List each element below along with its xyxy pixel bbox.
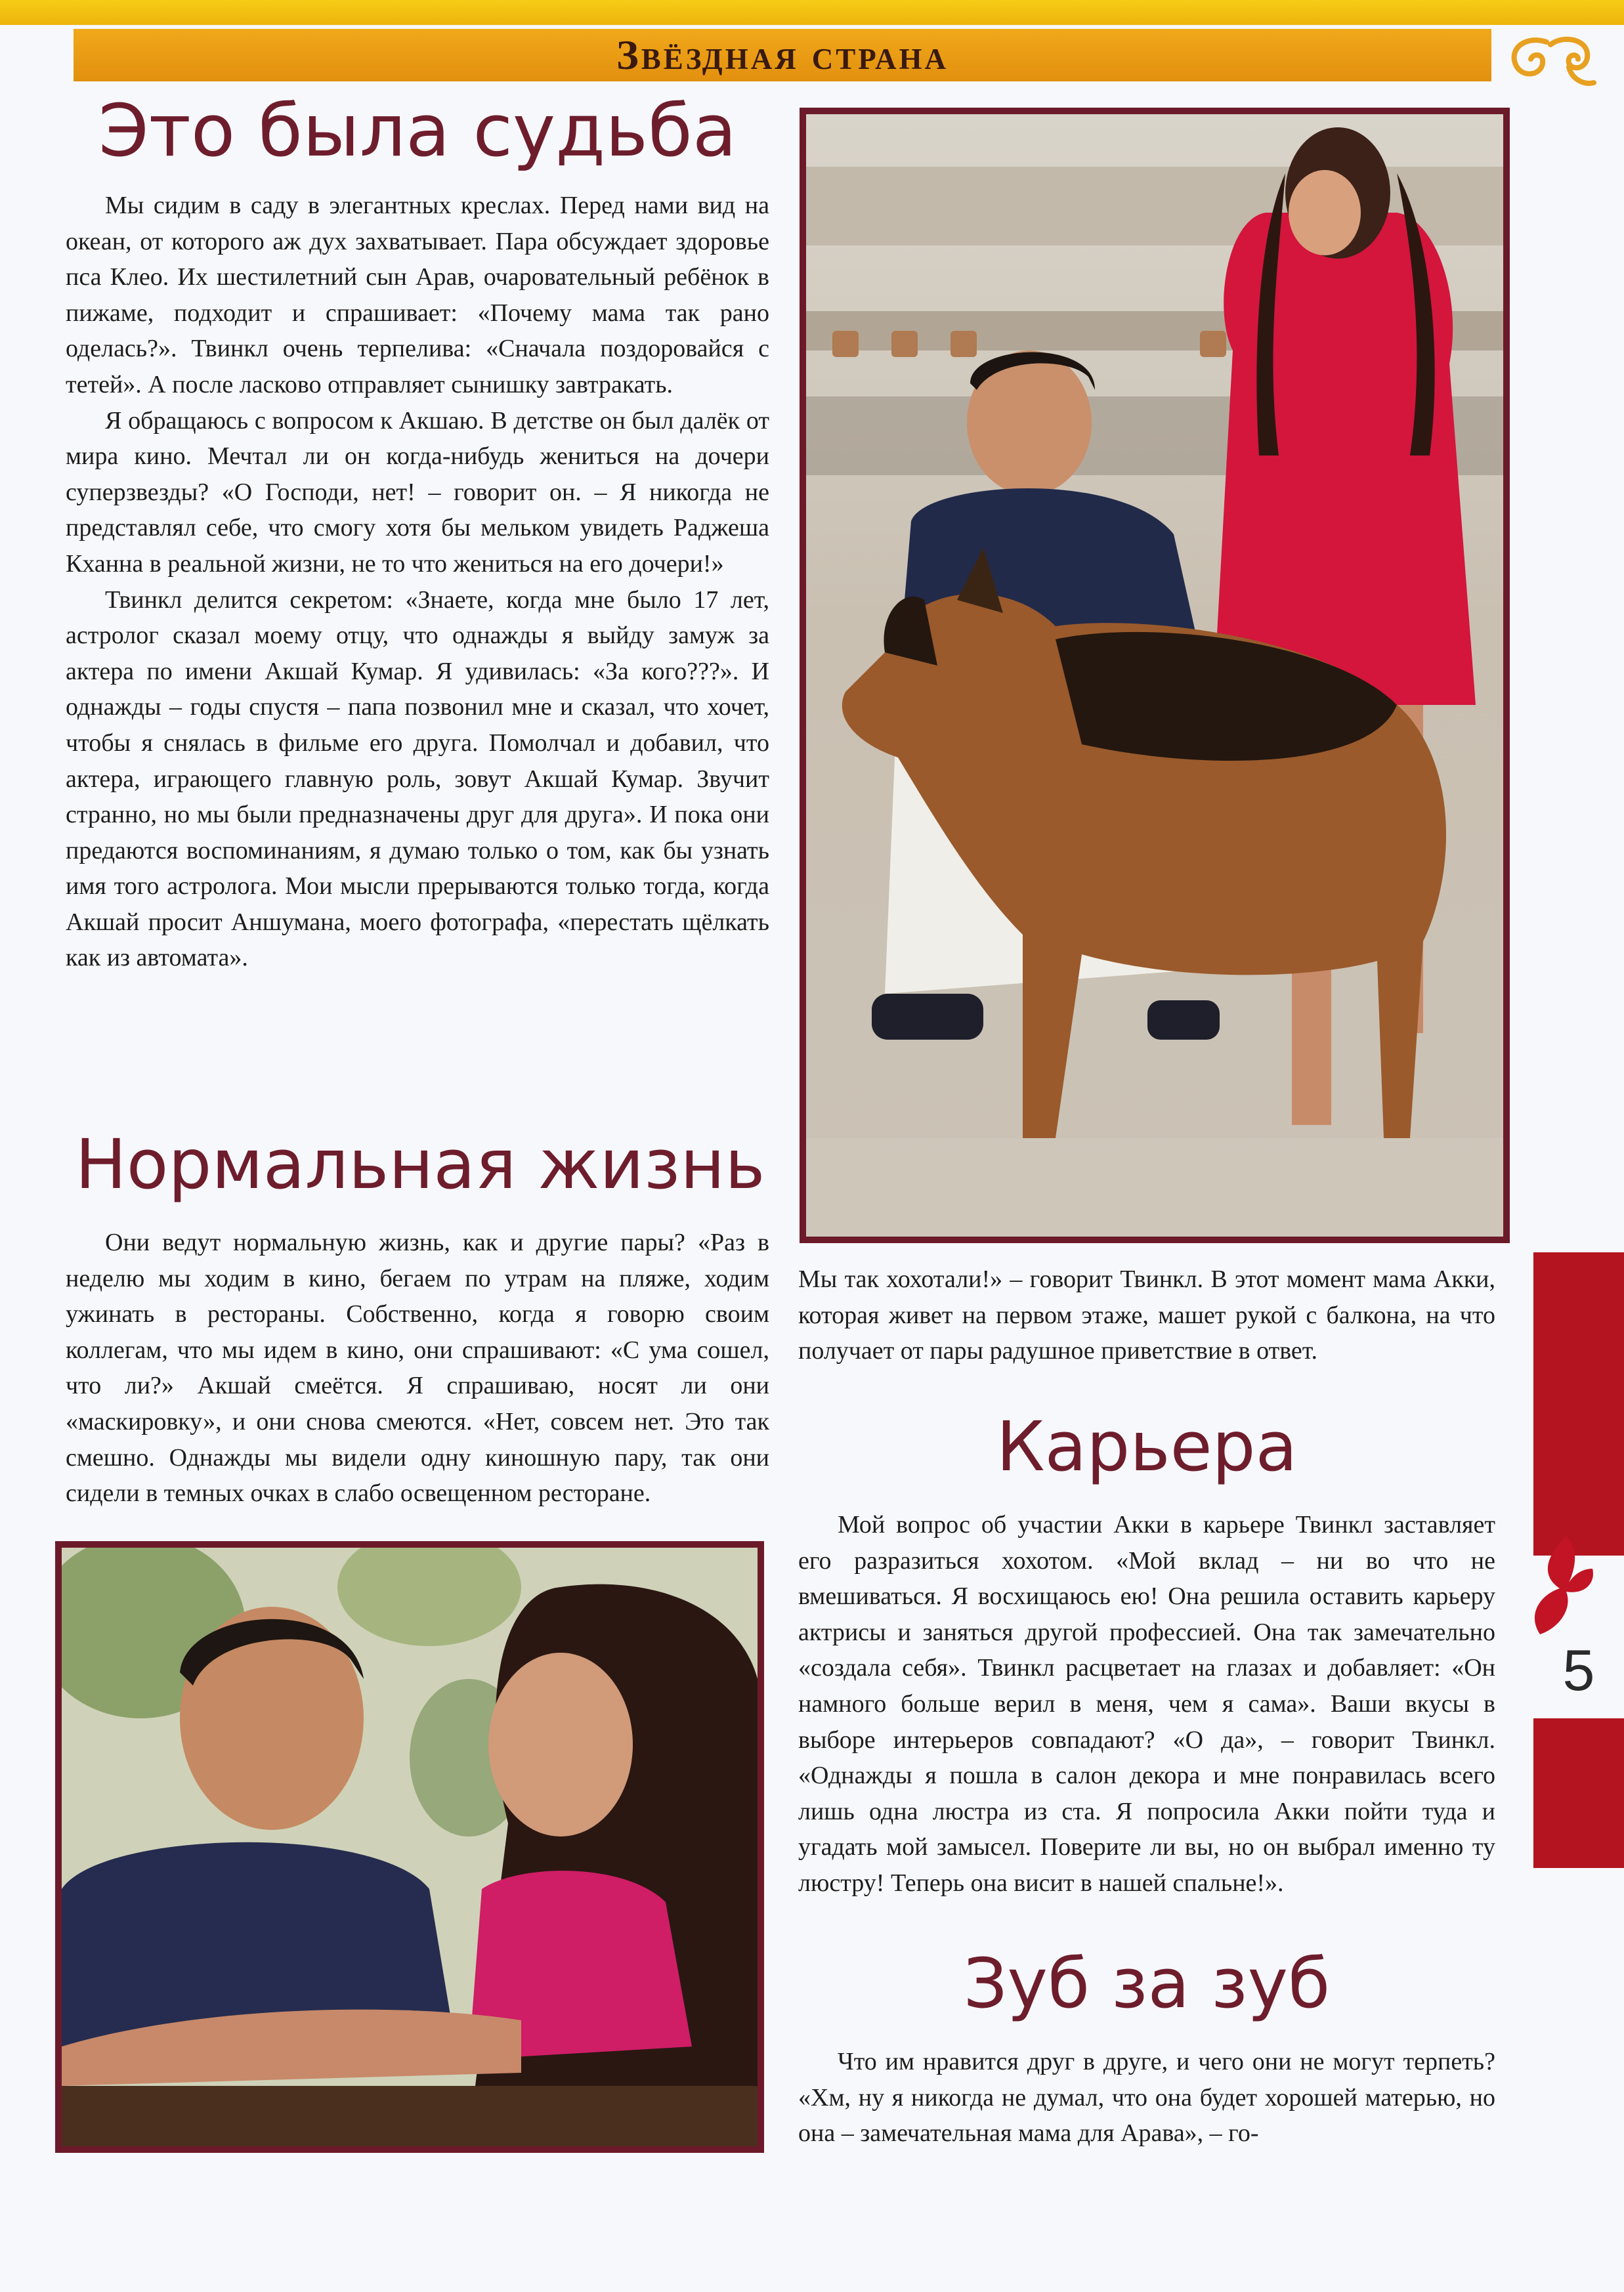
magazine-logo-icon <box>1501 30 1599 91</box>
paragraph: Твинкл делится секретом: «Знаете, когда мне было 17 лет, астролог сказал моему отцу, что однажды я выйду замуж за актера по имени Акшай Кумар. Я удивилась: «За кого???». И однажды – годы спустя – папа позвонил мне и сказал, что хочет, чтобы я снялась в фильме его друга. Помолчал и добавил, что актера, играющего главную роль, зовут Акшай Кумар. Звучит странно, но мы были предназначены друг для друга». И пока они предаются воспоминаниям, я думаю только о том, как бы узнать имя того астролога. Мои мысли прерываются только тогда, когда Акшай просит Аншумана, моего фотографа, «перестать щёлкать как из автомата». <box>66 585 769 972</box>
paragraph: Мой вопрос об участии Акки в карьере Твинкл заставляет его разразиться хохотом. «Мой вклад – ни во что не вмешиваться. Я восхищаюсь ею! Она решила оставить карьеру актрисы и заняться другой профессией. Она так замечательно «создала себя». Твинкл расцветает на глазах и добавляет: «Он намного больше верил в меня, чем я сама». Ваши вкусы в выборе интерьеров совпадают? «О да», – говорит Твинкл. «Однажды я пошла в салон декора и мне понравилась всего лишь одна люстра из ста. Я попросила Акки пойти туда и угадать мой замысел. Поверите ли вы, но он выбрал именно ту люстру! Теперь она висит в нашей спальне!». <box>798 1511 1495 1897</box>
paragraph: Я обращаюсь с вопросом к Акшаю. В детстве он был далёк от мира кино. Мечтал ли он когда-нибудь жениться на дочери суперзвезды? «О Господи, нет! – говорит он. – Я никогда не представлял себе, что смогу хотя бы мельком увидеть Раджеша Кханна в реальной жизни, не то что жениться на его дочери!» <box>66 406 769 578</box>
paragraph: Мы так хохотали!» – говорит Твинкл. В этот момент мама Акки, которая живет на первом этаже, машет рукой с балкона, на что получает от пары радушное приветствие в ответ. <box>798 1265 1495 1365</box>
photo-couple-with-dog <box>800 108 1510 1243</box>
article-fate-text <box>66 188 769 976</box>
paragraph: Мы сидим в саду в элегантных креслах. Перед нами вид на океан, от которого аж дух захватывает. Пара обсуждает здоровье пса Клео. Их шестилетний сын Арав, очаровательный ребёнок в пижаме, подходит и спрашивает: «Почему мама так рано оделась?». Твинкл очень терпелива: «Сначала поздоровайся с тетей». А после ласково отправляет сынишку завтракать. <box>66 192 769 398</box>
page-edge-marker-bottom <box>1533 1718 1624 1868</box>
paragraph: Они ведут нормальную жизнь, как и другие пары? «Раз в неделю мы ходим в кино, бегаем по утрам на пляже, ходим ужинать в рестораны. Собственно, когда я говорю своим коллегам, что мы идем в кино, они спрашивают: «С ума сошел, что ли?» Акшай смеётся. Я спрашиваю, носят ли они «маскировку», и они снова смеются. «Нет, совсем нет. Это так смешно. Однажды мы видели одну киношную пару, так они сидели в темных очках в слабо освещенном ресторане. <box>66 1229 769 1508</box>
article-continued-text <box>798 1262 1495 1369</box>
article-normal-life-text <box>66 1225 769 1512</box>
photo-couple-laughing <box>55 1541 764 2153</box>
page-number: 5 <box>1562 1638 1595 1703</box>
article-career-text <box>798 1507 1495 1901</box>
article-tooth-text <box>798 2044 1495 2152</box>
heading-tooth-for-tooth: Зуб за зуб <box>963 1943 1331 2024</box>
section-header-title: Звёздная страна <box>616 32 949 78</box>
heading-normal-life: Нормальная жизнь <box>75 1124 765 1204</box>
section-header-bar <box>74 29 1491 81</box>
heading-fate: Это была судьба <box>98 89 737 173</box>
top-color-band <box>0 0 1624 25</box>
heading-career: Карьера <box>996 1407 1298 1487</box>
paragraph: Что им нравится друг в друге, и чего они не могут терпеть? «Хм, ну я никогда не думал, что она будет хорошей матерью, но она – замечательная мама для Арава», – го- <box>798 2048 1495 2148</box>
page-edge-marker-top <box>1533 1252 1624 1556</box>
